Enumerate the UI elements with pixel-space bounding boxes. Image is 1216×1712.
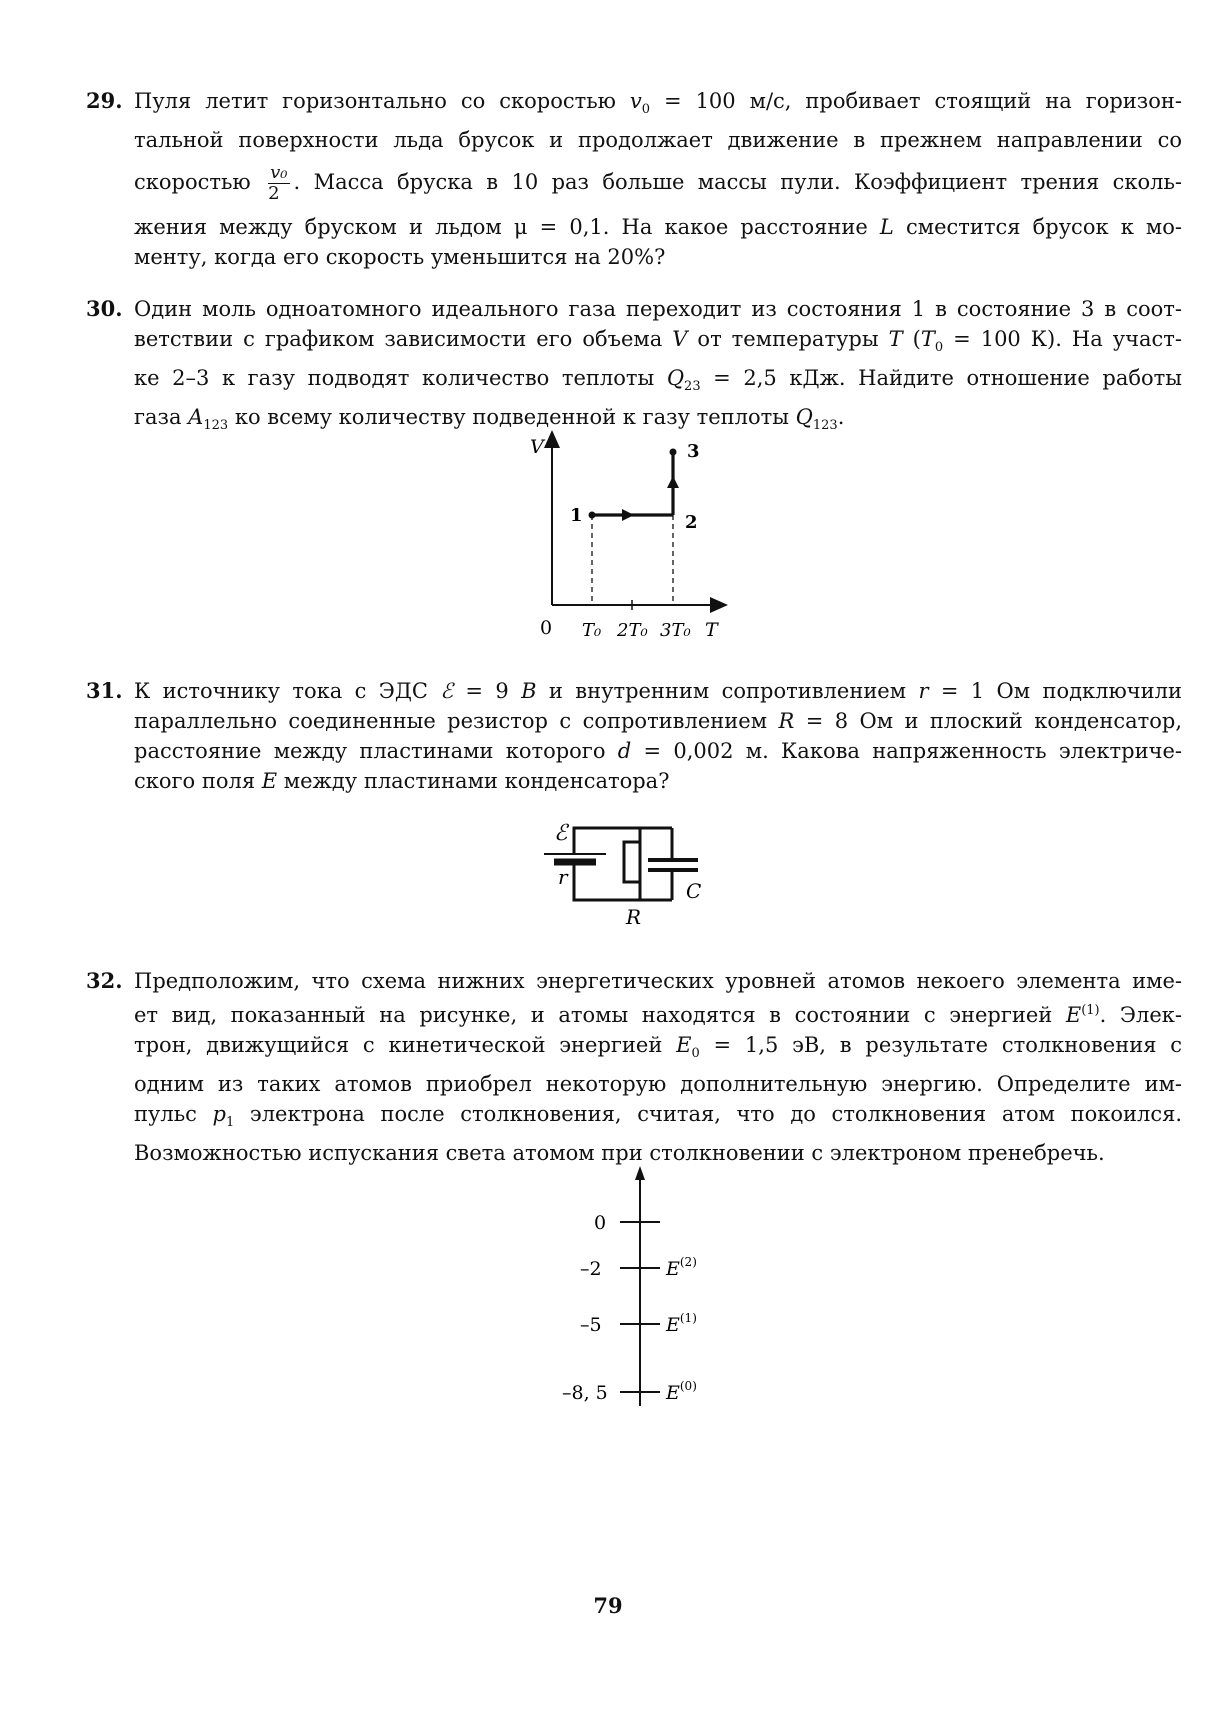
problem-31 [86,676,1182,796]
level-name-e2: $E^{(2)}$ [666,1255,697,1280]
point-label-2: 2 [685,512,698,533]
energy-levels-diagram [560,1162,720,1412]
problem-text: К источнику тока с ЭДС ℰ = 9 В и внутренним сопротивлением r = 1 Ом подключили параллельно соединенные резистор с сопротивлением R = 8 Ом и плоский конденсатор, расстояние между пластинами которого d = 0,002 м. Какова напряженность электриче- ского поля E между пластинами конденсатора? [134,679,1182,793]
arrow-up-icon [635,1166,645,1180]
y-axis-label: V [530,436,544,458]
level-value-minus-8-5: –8, 5 [562,1382,608,1404]
internal-resistance-label: r [558,865,568,889]
problem-30 [86,294,1182,442]
problem-32 [86,966,1182,1168]
arrow-right-icon [622,509,634,521]
tick-label-3t0: 3T₀ [660,620,691,641]
origin-label: 0 [540,617,553,639]
tick-label-2t0: 2T₀ [617,620,648,641]
point-1 [589,512,596,519]
point-label-3: 3 [687,441,700,462]
x-axis-label: T [705,619,718,641]
level-value-minus-2: –2 [580,1258,602,1280]
problem-text: Предположим, что схема нижних энергетических уровней атомов некоего элемента име- ет вид, показанный на рисунке, и атомы находятся в состоянии с энергией $E^{(1)}$. Элек- трон, движущийся с кинетической энергией $E_0 = 1,5$ эВ, в результате столкновения с одним из таких атомов приобрел некоторую дополнительную энергию. Определите им- пульс $p_1$ электрона после столкновения, считая, что до столкновения атом покоился. Возможностью испускания света атомом при столкновении с электроном пренебречь. [134,969,1183,1166]
problem-number: 29. [86,88,123,113]
level-value-0: 0 [594,1212,607,1234]
vt-graph [520,430,740,645]
fraction-v0-over-2: $\frac{\text{v₀}}{2}$ [268,162,288,205]
level-name-e1: $E^{(1)}$ [666,1311,697,1336]
level-name-e0: $E^{(0)}$ [666,1379,697,1404]
point-3 [670,449,677,456]
problem-29 [86,86,1182,272]
capacitor-label: C [686,879,702,903]
problem-text: Один моль одноатомного идеального газа переходит из состояния 1 в состояние 3 в соот- ветствии с графиком зависимости его объема V от температуры T ($T_0 = 100$ К). На участ- ке 2–3 к газу подводят количество теплоты $Q_{23} = 2,5$ кДж. Найдите отношение работы газа $A_{123}$ ко всему количеству подведенной к газу теплоты $Q_{123}$. [134,297,1182,434]
page-number: 79 [593,1593,623,1618]
arrow-up-icon [667,476,679,488]
level-value-minus-5: –5 [580,1314,602,1336]
resistor-body [624,842,640,882]
resistor-label: R [626,905,642,929]
point-label-1: 1 [570,505,583,526]
problem-text: Пуля летит горизонтально со скоростью $v_0 = 100$ м/с, пробивает стоящий на горизон- тальной поверхности льда брусок и продолжает движение в прежнем направлении со скоростью $\frac{\text{v₀}}{2}$ . Масса бруска в 10 раз больше массы пули. Коэффициент трения сколь- жения между бруском и льдом μ = 0,1. На какое расстояние L сместится брусок к мо- менту, когда его скорость уменьшится на 20%? [134,89,1182,270]
problem-number: 31. [86,678,123,703]
emf-label: ℰ [554,822,568,846]
problem-number: 32. [86,968,123,993]
tick-label-t0: T₀ [582,620,602,641]
problem-number: 30. [86,296,123,321]
circuit-diagram [540,822,720,937]
